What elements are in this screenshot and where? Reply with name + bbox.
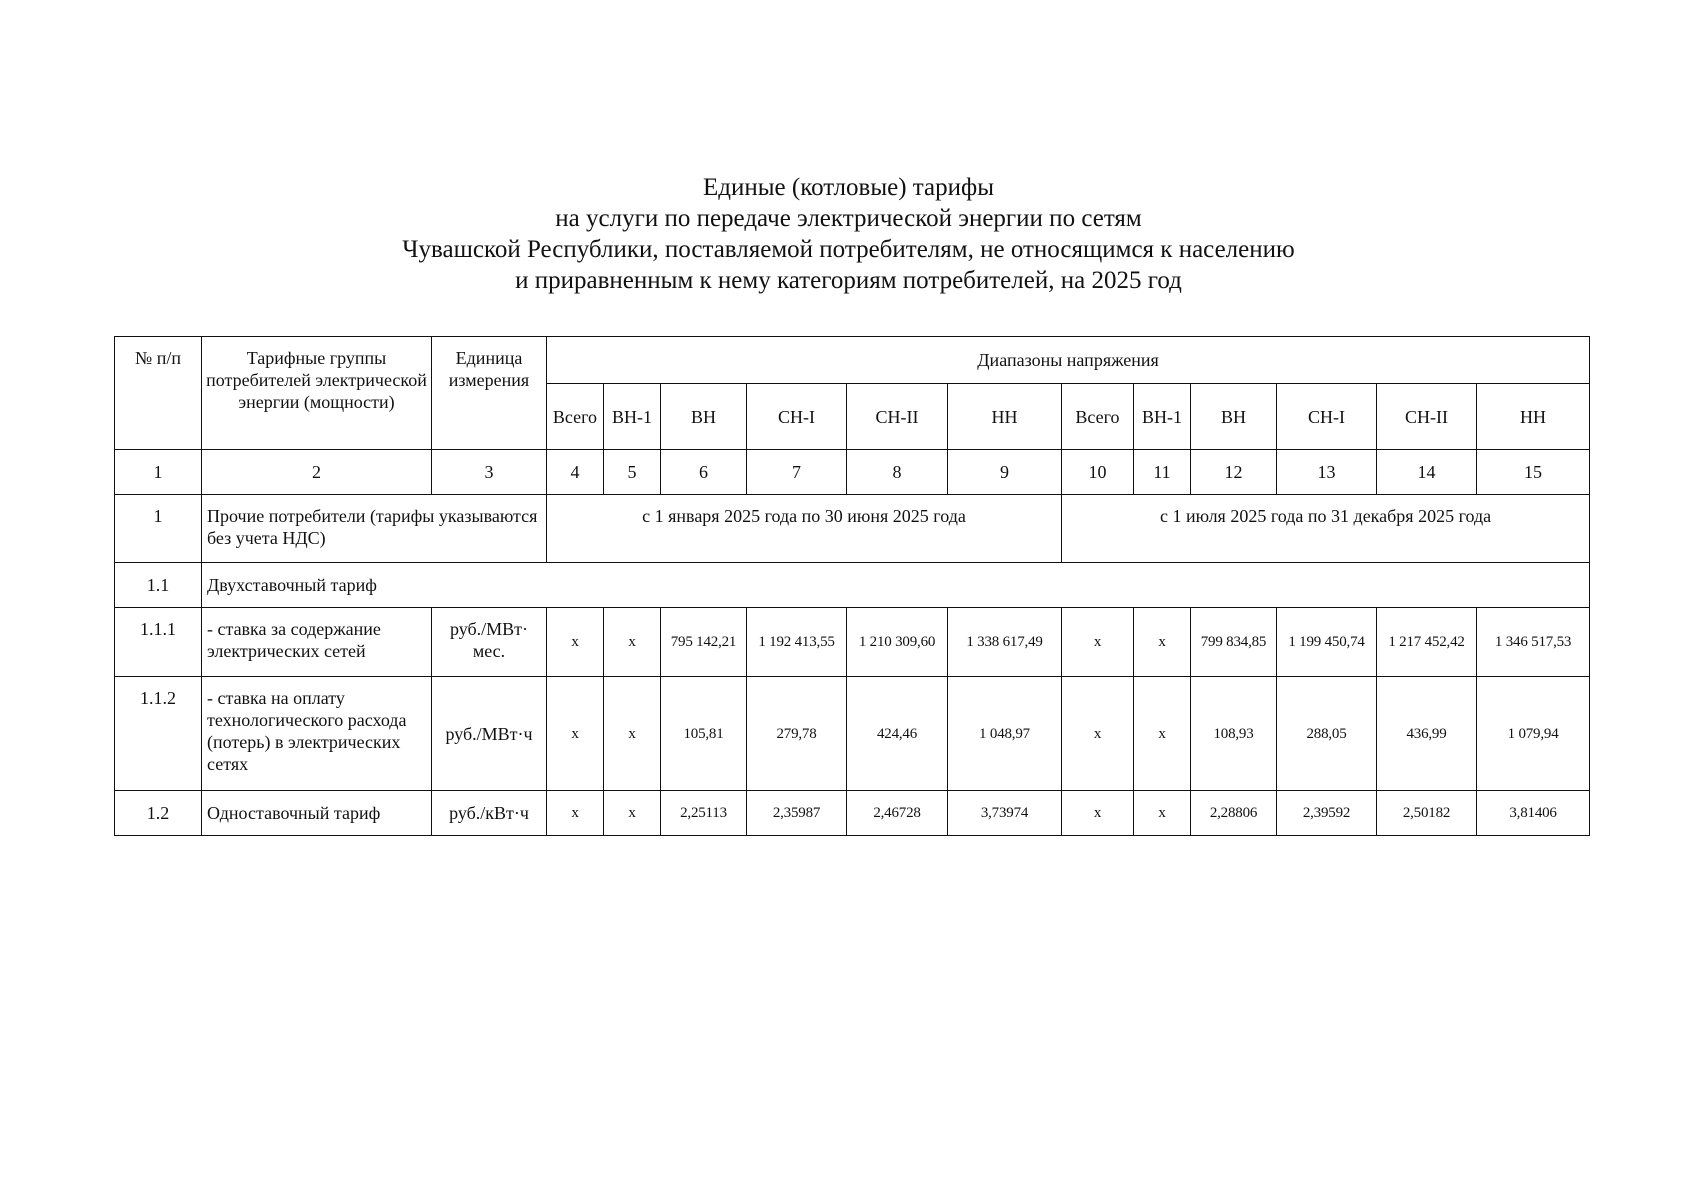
header-row	[115, 337, 1590, 384]
value-cell: 2,25113	[661, 791, 747, 836]
value-cell: 279,78	[747, 677, 847, 791]
value-cell: 1 079,94	[1477, 677, 1590, 791]
column-index-cell: 10	[1062, 450, 1134, 495]
header-voltage-ranges: Диапазоны напряжения	[547, 337, 1590, 384]
subheader-cell: ВН	[1191, 384, 1277, 450]
value-cell: 2,35987	[747, 791, 847, 836]
row-label: Одноставочный тариф	[202, 791, 432, 836]
title-line-2: на услуги по передаче электрической энергии по сетям	[555, 205, 1142, 232]
value-cell: 3,81406	[1477, 791, 1590, 836]
subheader-cell: СН-II	[1377, 384, 1477, 450]
value-cell: 108,93	[1191, 677, 1277, 791]
value-cell: х	[604, 791, 661, 836]
value-cell: 1 210 309,60	[847, 608, 948, 677]
value-cell: х	[547, 608, 604, 677]
value-cell: х	[1134, 791, 1191, 836]
row-unit: руб./МВт·ч	[432, 677, 547, 791]
subgroup-row-two-rate	[115, 563, 1590, 608]
row-num: 1.2	[115, 791, 202, 836]
value-cell: 436,99	[1377, 677, 1477, 791]
column-index-cell: 7	[747, 450, 847, 495]
group-label: Прочие потребители (тарифы указываются без учета НДС)	[202, 495, 547, 563]
subheader-cell: Всего	[1062, 384, 1134, 450]
value-cell: 1 346 517,53	[1477, 608, 1590, 677]
subgroup-num: 1.1	[115, 563, 202, 608]
value-cell: 2,50182	[1377, 791, 1477, 836]
column-index-cell: 5	[604, 450, 661, 495]
row-unit: руб./кВт·ч	[432, 791, 547, 836]
title-line-4: и приравненным к нему категориям потребителей, на 2025 год	[515, 267, 1182, 294]
column-index-cell: 3	[432, 450, 547, 495]
subheader-cell: ВН	[661, 384, 747, 450]
period-second-half: с 1 июля 2025 года по 31 декабря 2025 года	[1062, 495, 1590, 563]
column-index-cell: 11	[1134, 450, 1191, 495]
value-cell: х	[547, 677, 604, 791]
tariff-table	[114, 336, 1590, 836]
row-label: - ставка на оплату технологического расхода (потерь) в электрических сетях	[202, 677, 432, 791]
value-cell: 795 142,21	[661, 608, 747, 677]
value-cell: 424,46	[847, 677, 948, 791]
subgroup-label: Двухставочный тариф	[202, 563, 1590, 608]
subheader-cell: ВН-1	[1134, 384, 1191, 450]
header-unit: Единица измерения	[432, 337, 547, 450]
value-cell: 2,28806	[1191, 791, 1277, 836]
column-index-cell: 12	[1191, 450, 1277, 495]
value-cell: х	[1134, 608, 1191, 677]
value-cell: х	[1062, 791, 1134, 836]
row-num: 1.1.1	[115, 608, 202, 677]
subheader-cell: ВН-1	[604, 384, 661, 450]
value-cell: 2,39592	[1277, 791, 1377, 836]
row-label: - ставка за содержание электрических сетей	[202, 608, 432, 677]
column-index-cell: 8	[847, 450, 948, 495]
column-index-cell: 4	[547, 450, 604, 495]
column-index-cell: 15	[1477, 450, 1590, 495]
subheader-cell: НН	[1477, 384, 1590, 450]
subheader-cell: НН	[948, 384, 1062, 450]
value-cell: 105,81	[661, 677, 747, 791]
column-index-cell: 2	[202, 450, 432, 495]
row-unit: руб./МВт· мес.	[432, 608, 547, 677]
title-line-1: Единые (котловые) тарифы	[702, 174, 994, 201]
value-cell: х	[1134, 677, 1191, 791]
column-index-cell: 1	[115, 450, 202, 495]
value-cell: х	[1062, 608, 1134, 677]
value-cell: х	[1062, 677, 1134, 791]
title-line-3: Чувашской Республики, поставляемой потребителям, не относящимся к населению	[402, 236, 1295, 263]
value-cell: х	[547, 791, 604, 836]
table-row	[115, 791, 1590, 836]
header-tariff-groups: Тарифные группы потребителей электрической энергии (мощности)	[202, 337, 432, 450]
table-row	[115, 677, 1590, 791]
table-row	[115, 608, 1590, 677]
value-cell: 3,73974	[948, 791, 1062, 836]
value-cell: 288,05	[1277, 677, 1377, 791]
value-cell: х	[604, 608, 661, 677]
document-title	[0, 172, 1697, 296]
subheader-cell: СН-I	[1277, 384, 1377, 450]
period-first-half: с 1 января 2025 года по 30 июня 2025 года	[547, 495, 1062, 563]
value-cell: 1 048,97	[948, 677, 1062, 791]
column-index-cell: 6	[661, 450, 747, 495]
column-index-row	[115, 450, 1590, 495]
group-row-other-consumers	[115, 495, 1590, 563]
value-cell: х	[604, 677, 661, 791]
subheader-cell: СН-II	[847, 384, 948, 450]
value-cell: 799 834,85	[1191, 608, 1277, 677]
column-index-cell: 14	[1377, 450, 1477, 495]
column-index-cell: 13	[1277, 450, 1377, 495]
value-cell: 1 338 617,49	[948, 608, 1062, 677]
subheader-cell: СН-I	[747, 384, 847, 450]
header-num: № п/п	[115, 337, 202, 450]
subheader-cell: Всего	[547, 384, 604, 450]
value-cell: 2,46728	[847, 791, 948, 836]
group-num: 1	[115, 495, 202, 563]
row-num: 1.1.2	[115, 677, 202, 791]
value-cell: 1 217 452,42	[1377, 608, 1477, 677]
value-cell: 1 192 413,55	[747, 608, 847, 677]
value-cell: 1 199 450,74	[1277, 608, 1377, 677]
column-index-cell: 9	[948, 450, 1062, 495]
